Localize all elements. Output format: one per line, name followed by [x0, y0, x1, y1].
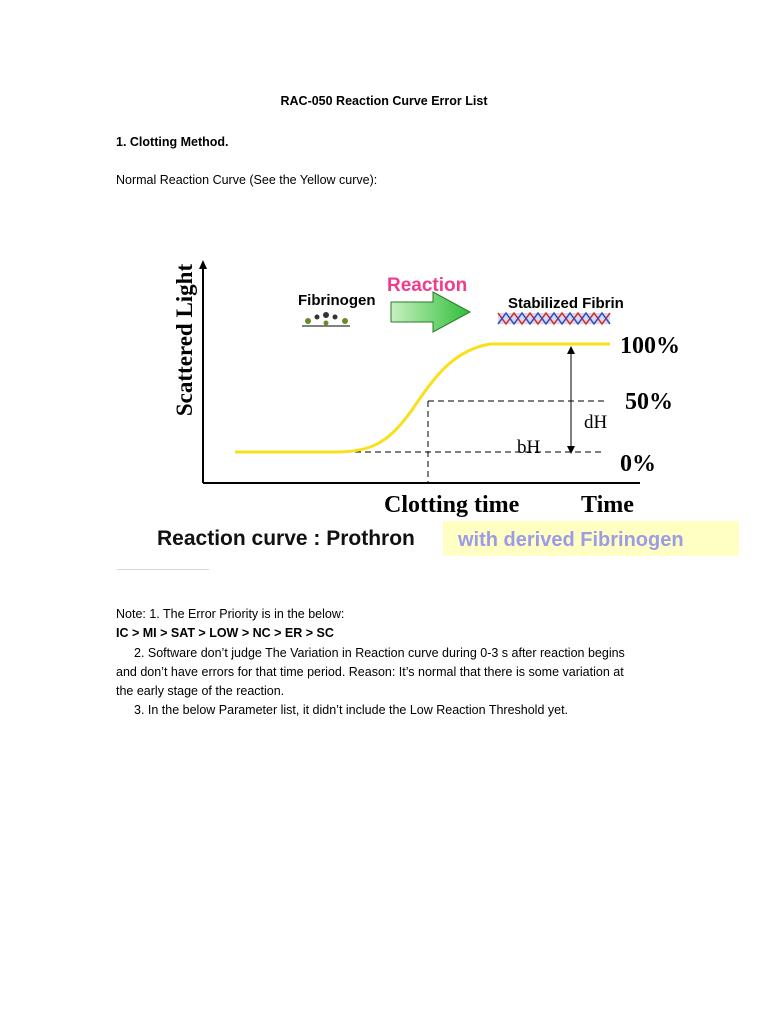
reaction-curve — [235, 344, 610, 452]
error-priority-list: IC > MI > SAT > LOW > NC > ER > SC — [116, 626, 334, 640]
note-2-line-3: the early stage of the reaction. — [116, 684, 285, 698]
fibrinogen-molecule-icon — [302, 312, 350, 326]
figure-caption-highlight-text: with derived Fibrinogen — [458, 529, 684, 551]
note-2-line-2: and don’t have errors for that time period. Reason: It’s normal that there is some variation at — [116, 665, 624, 679]
y-axis-arrowhead — [199, 260, 207, 269]
x-axis-label: Clotting time — [384, 492, 520, 518]
stabilized-fibrin-icon — [498, 313, 610, 324]
note-3: 3. In the below Parameter list, it didn’t include the Low Reaction Threshold yet. — [134, 703, 569, 717]
level-50-label: 50% — [625, 389, 673, 415]
intro-text: Normal Reaction Curve (See the Yellow curve): — [116, 173, 378, 187]
fibrinogen-label: Fibrinogen — [298, 292, 376, 309]
section-heading: 1. Clotting Method. — [116, 135, 229, 149]
figure-caption: Reaction curve : Prothron — [157, 527, 415, 550]
dh-label: dH — [584, 412, 608, 433]
dh-arrowhead-bottom — [567, 446, 575, 454]
reaction-arrow — [391, 292, 470, 332]
note-2-line-1: 2. Software don’t judge The Variation in Reaction curve during 0-3 s after reaction begins — [134, 646, 625, 660]
caption-separator — [117, 569, 209, 570]
document-title: RAC-050 Reaction Curve Error List — [280, 94, 488, 108]
level-100-label: 100% — [620, 333, 680, 359]
dh-arrowhead-top — [567, 346, 575, 354]
y-axis-label: Scattered Light — [172, 263, 197, 417]
bh-label: bH — [517, 437, 541, 458]
stabilized-fibrin-label: Stabilized Fibrin — [508, 295, 624, 312]
reaction-label: Reaction — [387, 275, 468, 296]
level-0-label: 0% — [620, 451, 656, 477]
note-1: Note: 1. The Error Priority is in the below: — [116, 607, 345, 621]
x-axis-end-label: Time — [581, 492, 634, 518]
